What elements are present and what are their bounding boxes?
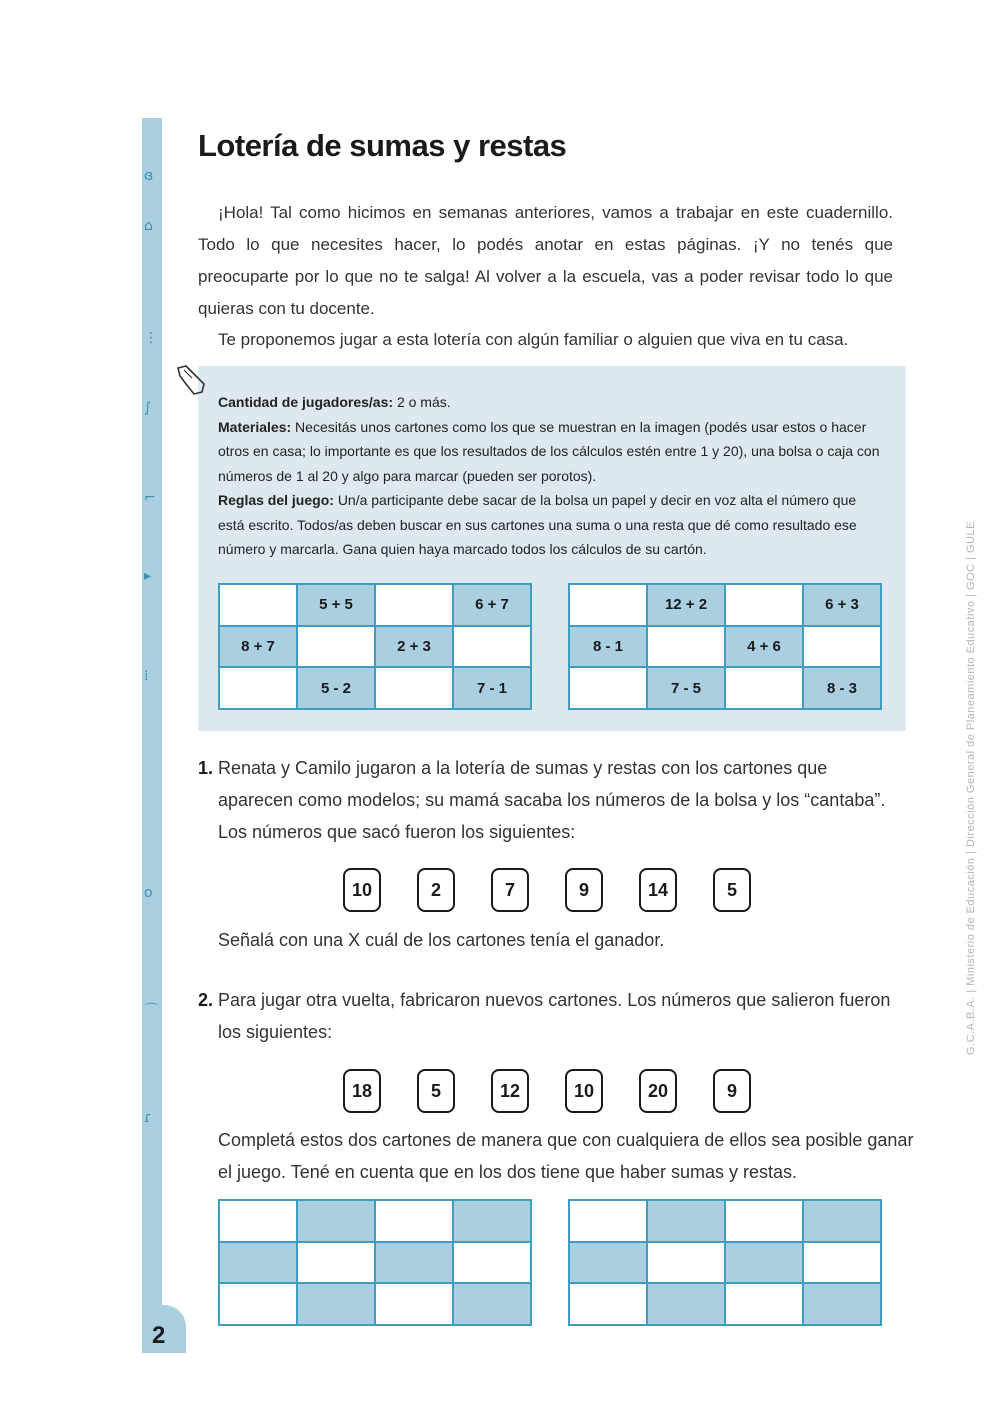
question-2: [198, 984, 898, 1048]
card-cell-empty[interactable]: [726, 668, 802, 708]
game-rules-line: [218, 488, 883, 562]
drawn-number-ball: 7: [491, 868, 529, 912]
blank-card-cell[interactable]: [298, 1201, 374, 1241]
question-1-instruction: Señalá con una X cuál de los cartones tenía el ganador.: [218, 930, 665, 950]
model-card-left[interactable]: [218, 583, 532, 710]
question-2-text: Para jugar otra vuelta, fabricaron nuevos cartones. Los números que salieron fueron los siguientes:: [218, 990, 891, 1042]
blank-card-cell[interactable]: [648, 1243, 724, 1283]
blank-card-cell[interactable]: [298, 1284, 374, 1324]
card-cell-empty[interactable]: [804, 627, 880, 667]
card-cell-empty[interactable]: [648, 627, 724, 667]
card-cell-empty[interactable]: [220, 668, 296, 708]
drawn-number-ball: 10: [565, 1069, 603, 1113]
blank-card-cell[interactable]: [376, 1284, 452, 1324]
blank-card-cell[interactable]: [220, 1243, 296, 1283]
drawn-number-ball: 10: [343, 868, 381, 912]
question-1-text: Renata y Camilo jugaron a la lotería de sumas y restas con los cartones que aparecen como modelos; su mamá sacaba los números de la bolsa y los “cantaba”. Los números que sacó fueron los siguientes:: [218, 758, 886, 842]
blank-card-cell[interactable]: [376, 1201, 452, 1241]
card-cell-calc[interactable]: 8 - 1: [570, 627, 646, 667]
question-1-number: 1.: [198, 758, 214, 778]
blank-card-cell[interactable]: [570, 1243, 646, 1283]
drawn-number-ball: 2: [417, 868, 455, 912]
blank-card-cell[interactable]: [804, 1284, 880, 1324]
card-cell-calc[interactable]: 8 + 7: [220, 627, 296, 667]
sidebar-doodle-icon: ɾ: [144, 1110, 152, 1126]
blank-card-cell[interactable]: [376, 1243, 452, 1283]
blank-card-cell[interactable]: [804, 1201, 880, 1241]
card-cell-empty[interactable]: [220, 585, 296, 625]
blank-card-cell[interactable]: [454, 1201, 530, 1241]
sidebar-doodle-icon: ⋮: [144, 330, 158, 346]
blank-card-cell[interactable]: [726, 1243, 802, 1283]
question-1: [198, 752, 898, 848]
sidebar-doodle-icon: ⌒: [144, 1003, 158, 1019]
question-2-number: 2.: [198, 990, 214, 1010]
card-cell-calc[interactable]: 7 - 1: [454, 668, 530, 708]
card-cell-calc[interactable]: 2 + 3: [376, 627, 452, 667]
players-line: [218, 390, 883, 415]
card-cell-calc[interactable]: 5 - 2: [298, 668, 374, 708]
card-cell-empty[interactable]: [298, 627, 374, 667]
blank-card-cell[interactable]: [804, 1243, 880, 1283]
blank-card-cell[interactable]: [726, 1284, 802, 1324]
game-rules-label: Reglas del juego:: [218, 492, 334, 508]
blank-card-cell[interactable]: [648, 1201, 724, 1241]
materials-label: Materiales:: [218, 418, 292, 435]
players-label: Cantidad de jugadores/as:: [218, 394, 394, 410]
sidebar-doodle-icon: ⌐: [144, 490, 156, 506]
blank-card-left[interactable]: [218, 1199, 532, 1326]
question-1-drawn-numbers: [343, 868, 773, 914]
drawn-number-ball: 9: [713, 1069, 751, 1113]
sidebar-doodle-icon: ɞ: [144, 168, 154, 184]
drawn-number-ball: 5: [417, 1069, 455, 1113]
card-cell-empty[interactable]: [570, 585, 646, 625]
card-cell-calc[interactable]: 5 + 5: [298, 585, 374, 625]
intro-paragraph: ¡Hola! Tal como hicimos en semanas anteriores, vamos a trabajar en este cuadernillo. Todo lo que necesites hacer, lo podés anotar en estas páginas. ¡Y no tenés que preocuparte por lo que no te salga! Al volver a la escuela, vas a poder revisar todo lo que quieras con tu docente.: [198, 203, 893, 318]
drawn-number-ball: 9: [565, 868, 603, 912]
blank-card-right[interactable]: [568, 1199, 882, 1326]
sidebar-doodle-icon: ▸: [144, 568, 152, 584]
card-cell-empty[interactable]: [454, 627, 530, 667]
card-cell-empty[interactable]: [726, 585, 802, 625]
drawn-number-ball: 12: [491, 1069, 529, 1113]
blank-card-cell[interactable]: [454, 1243, 530, 1283]
blank-card-cell[interactable]: [570, 1284, 646, 1324]
sidebar-doodle-icon: ⌂: [144, 218, 153, 234]
blank-card-cell[interactable]: [648, 1284, 724, 1324]
card-cell-calc[interactable]: 7 - 5: [648, 668, 724, 708]
drawn-number-ball: 14: [639, 868, 677, 912]
sidebar-doodle-icon: ⁞: [144, 668, 149, 684]
materials-line: [218, 415, 883, 489]
materials-value: Necesitás unos cartones como los que se muestran en la imagen (podés usar estos o hacer otros en casa; lo importante es que los resultados de los cálculos estén entre 1 y 20), una bolsa o caja con números de 1 al 20 y algo para marcar (pueden ser porotos).: [218, 418, 880, 484]
drawn-number-ball: 18: [343, 1069, 381, 1113]
card-cell-empty[interactable]: [376, 668, 452, 708]
card-cell-empty[interactable]: [570, 668, 646, 708]
invite-paragraph: Te proponemos jugar a esta lotería con algún familiar o alguien que viva en tu casa.: [218, 330, 849, 349]
card-cell-calc[interactable]: 4 + 6: [726, 627, 802, 667]
blank-card-cell[interactable]: [298, 1243, 374, 1283]
page-number: 2: [152, 1322, 166, 1349]
blank-card-cell[interactable]: [570, 1201, 646, 1241]
sidebar-doodle-icon: o: [144, 885, 153, 901]
blank-card-cell[interactable]: [726, 1201, 802, 1241]
drawn-number-ball: 5: [713, 868, 751, 912]
card-cell-empty[interactable]: [376, 585, 452, 625]
page-title: Lotería de sumas y restas: [198, 128, 567, 163]
card-cell-calc[interactable]: 6 + 3: [804, 585, 880, 625]
rules-text: [218, 390, 883, 562]
pointing-hand-icon: [174, 362, 210, 398]
card-cell-calc[interactable]: 12 + 2: [648, 585, 724, 625]
game-rules-value: Un/a participante debe sacar de la bolsa un papel y decir en voz alta el número que está escrito. Todos/as deben buscar en sus cartones una suma o una resta que dé como resultado ese número y marcarla. Gana quien haya marcado todos los cálculos de su cartón.: [218, 492, 857, 557]
drawn-number-ball: 20: [639, 1069, 677, 1113]
sidebar-strip: [142, 118, 162, 1348]
blank-card-cell[interactable]: [454, 1284, 530, 1324]
question-2-drawn-numbers: [343, 1069, 773, 1115]
blank-card-cell[interactable]: [220, 1201, 296, 1241]
card-cell-calc[interactable]: 8 - 3: [804, 668, 880, 708]
card-cell-calc[interactable]: 6 + 7: [454, 585, 530, 625]
vertical-credit: G.C.A.B.A. | Ministerio de Educación | Dirección General de Planeamiento Educativo | GOC | GULE: [965, 521, 977, 1055]
players-value: 2 o más.: [396, 394, 451, 410]
model-card-right[interactable]: [568, 583, 882, 710]
blank-card-cell[interactable]: [220, 1284, 296, 1324]
question-2-instruction: Completá estos dos cartones de manera que con cualquiera de ellos sea posible ganar el juego. Tené en cuenta que en los dos tiene que haber sumas y restas.: [218, 1130, 914, 1182]
sidebar-doodle-icon: ∫: [144, 400, 152, 416]
